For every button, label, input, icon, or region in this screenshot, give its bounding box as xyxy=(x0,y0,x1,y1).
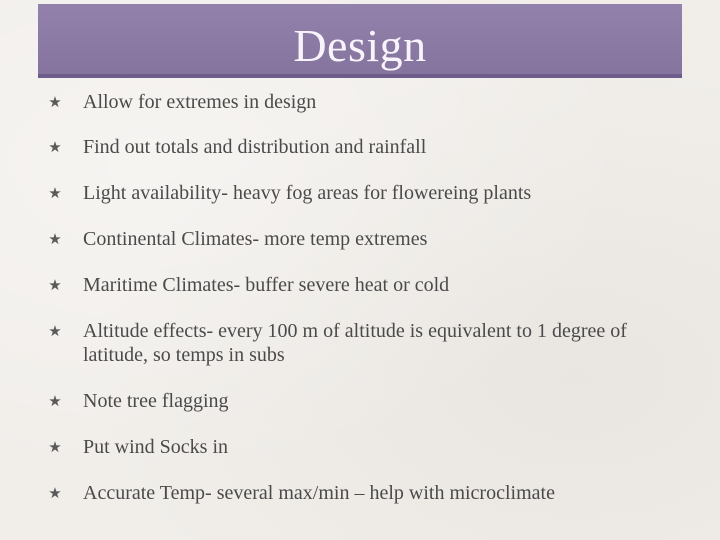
bullet-item xyxy=(46,135,686,159)
bullet-text: Note tree flagging xyxy=(83,390,229,412)
bullet-text: Put wind Socks in xyxy=(83,436,229,458)
star-icon: ★ xyxy=(48,230,62,248)
bullet-text: Light availability- heavy fog areas for flowereing plants xyxy=(83,182,532,204)
star-icon: ★ xyxy=(48,276,62,294)
bullet-text: Find out totals and distribution and rainfall xyxy=(83,136,427,158)
bullet-text: Allow for extremes in design xyxy=(83,91,317,113)
bullet-item xyxy=(46,227,686,251)
bullet-item xyxy=(46,273,686,297)
bullet-item xyxy=(46,90,686,114)
bullet-item xyxy=(46,319,686,367)
bullet-item xyxy=(46,481,686,505)
star-icon: ★ xyxy=(48,93,62,111)
bullet-text: Maritime Climates- buffer severe heat or cold xyxy=(83,274,450,296)
bullet-item xyxy=(46,181,686,205)
star-icon: ★ xyxy=(48,484,62,502)
star-icon: ★ xyxy=(48,392,62,410)
star-icon: ★ xyxy=(48,322,62,340)
bullet-item xyxy=(46,435,686,459)
bullet-text: Continental Climates- more temp extremes xyxy=(83,228,428,250)
bullet-text: Accurate Temp- several max/min – help with microclimate xyxy=(83,482,555,504)
star-icon: ★ xyxy=(48,138,62,156)
star-icon: ★ xyxy=(48,438,62,456)
bullet-text: Altitude effects- every 100 m of altitude is equivalent to 1 degree of latitude, so temps in subs xyxy=(83,320,627,366)
bullet-list xyxy=(46,90,686,505)
slide-title: Design xyxy=(293,20,427,71)
star-icon: ★ xyxy=(48,184,62,202)
title-band xyxy=(38,4,682,78)
bullet-item xyxy=(46,389,686,413)
